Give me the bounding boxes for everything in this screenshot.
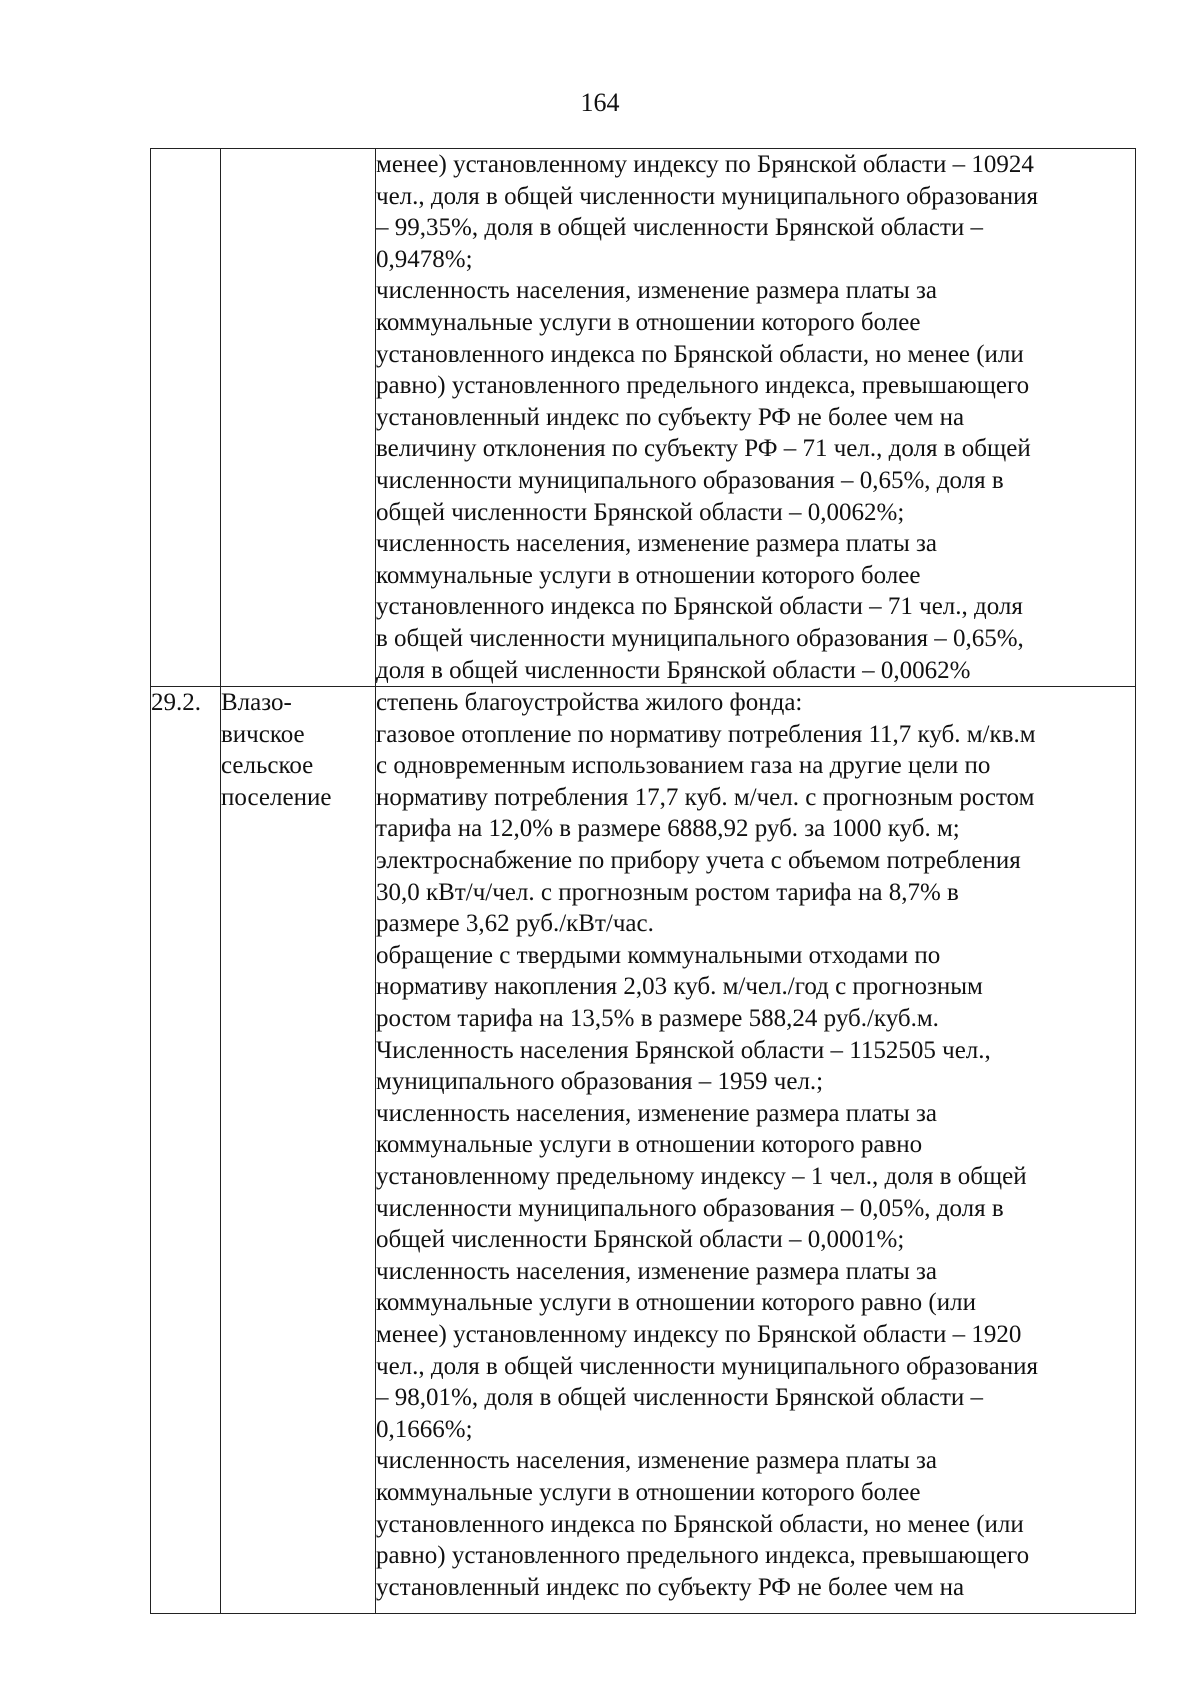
text-line: в общей численности муниципального образования – 0,65%, — [376, 624, 1024, 652]
text-line: муниципального образования – 1959 чел.; — [376, 1068, 824, 1096]
document-table — [150, 148, 1136, 1614]
text-line: вичское — [221, 720, 305, 748]
text-line: коммунальные услуги в отношении которого равно (или — [376, 1289, 976, 1317]
text-line: Влазо- — [221, 689, 292, 717]
text-line: поселение — [221, 783, 332, 811]
text-line: доля в общей численности Брянской области – 0,0062% — [376, 656, 971, 684]
text-line: ростом тарифа на 13,5% в размере 588,24 руб./куб.м. — [376, 1005, 939, 1033]
text-line: 0,9478%; — [376, 245, 473, 273]
text-line: размере 3,62 руб./кВт/час. — [376, 910, 654, 938]
text-line: установленного индекса по Брянской области, но менее (или — [376, 340, 1024, 368]
text-line: коммунальные услуги в отношении которого равно — [376, 1131, 923, 1159]
text-line: численность населения, изменение размера платы за — [376, 1257, 937, 1285]
row-number-cell — [151, 149, 221, 687]
text-line: обращение с твердыми коммунальными отходами по — [376, 941, 941, 969]
text-line: равно) установленного предельного индекса, превышающего — [376, 1542, 1030, 1570]
text-line: величину отклонения по субъекту РФ – 71 чел., доля в общей — [376, 435, 1031, 463]
text-line: общей численности Брянской области – 0,0001%; — [376, 1226, 905, 1254]
text-line: установленный индекс по субъекту РФ не более чем на — [376, 1573, 965, 1601]
municipality-name-cell — [221, 149, 376, 687]
description-cell — [376, 687, 1136, 1614]
text-line: коммунальные услуги в отношении которого более — [376, 561, 921, 589]
text-line: – 99,35%, доля в общей численности Брянской области – — [376, 214, 983, 242]
text-line: установленный индекс по субъекту РФ не более чем на — [376, 403, 965, 431]
text-line: Численность населения Брянской области – 1152505 чел., — [376, 1036, 991, 1064]
text-line: коммунальные услуги в отношении которого более — [376, 1478, 921, 1506]
text-line: тарифа на 12,0% в размере 6888,92 руб. за 1000 куб. м; — [376, 815, 960, 843]
text-line: установленному предельному индексу – 1 чел., доля в общей — [376, 1163, 1027, 1190]
text-line: общей численности Брянской области – 0,0062%; — [376, 498, 905, 526]
text-line: численность населения, изменение размера платы за — [376, 1099, 937, 1127]
text-line: чел., доля в общей численности муниципального образования — [376, 182, 1038, 210]
text-line: коммунальные услуги в отношении которого более — [376, 308, 921, 336]
table-row — [151, 149, 1136, 687]
text-line: чел., доля в общей численности муниципального образования — [376, 1352, 1038, 1380]
text-line: степень благоустройства жилого фонда: — [376, 689, 803, 717]
text-line: нормативу потребления 17,7 куб. м/чел. с прогнозным ростом — [376, 783, 1035, 811]
text-line: менее) установленному индексу по Брянской области – 1920 — [376, 1320, 1022, 1348]
municipality-name-cell — [221, 687, 376, 1614]
text-line: численность населения, изменение размера платы за — [376, 277, 937, 305]
text-line: сельское — [221, 752, 314, 780]
text-line: нормативу накопления 2,03 куб. м/чел./год с прогнозным — [376, 973, 983, 1001]
text-line: с одновременным использованием газа на другие цели по — [376, 752, 991, 780]
text-line: 30,0 кВт/ч/чел. с прогнозным ростом тарифа на 8,7% в — [376, 878, 959, 906]
text-line: 0,1666%; — [376, 1415, 473, 1443]
text-line: установленного индекса по Брянской области, но менее (или — [376, 1510, 1024, 1538]
text-line: установленного индекса по Брянской области – 71 чел., доля — [376, 593, 1023, 621]
page-number: 164 — [580, 88, 620, 117]
row-number-cell: 29.2. — [151, 687, 221, 1614]
table-row — [151, 687, 1136, 1614]
text-line: газовое отопление по нормативу потребления 11,7 куб. м/кв.м — [376, 720, 1036, 748]
text-line: – 98,01%, доля в общей численности Брянской области – — [376, 1384, 983, 1412]
text-line: численности муниципального образования – 0,05%, доля в — [376, 1194, 1004, 1222]
text-line: равно) установленного предельного индекса, превышающего — [376, 372, 1030, 400]
text-line: численности муниципального образования – 0,65%, доля в — [376, 466, 1004, 494]
description-cell — [376, 149, 1136, 687]
text-line: численность населения, изменение размера платы за — [376, 530, 937, 558]
text-line: электроснабжение по прибору учета с объемом потребления — [376, 847, 1021, 875]
text-line: менее) установленному индексу по Брянской области – 10924 — [376, 151, 1034, 178]
text-line: численность населения, изменение размера платы за — [376, 1447, 937, 1475]
